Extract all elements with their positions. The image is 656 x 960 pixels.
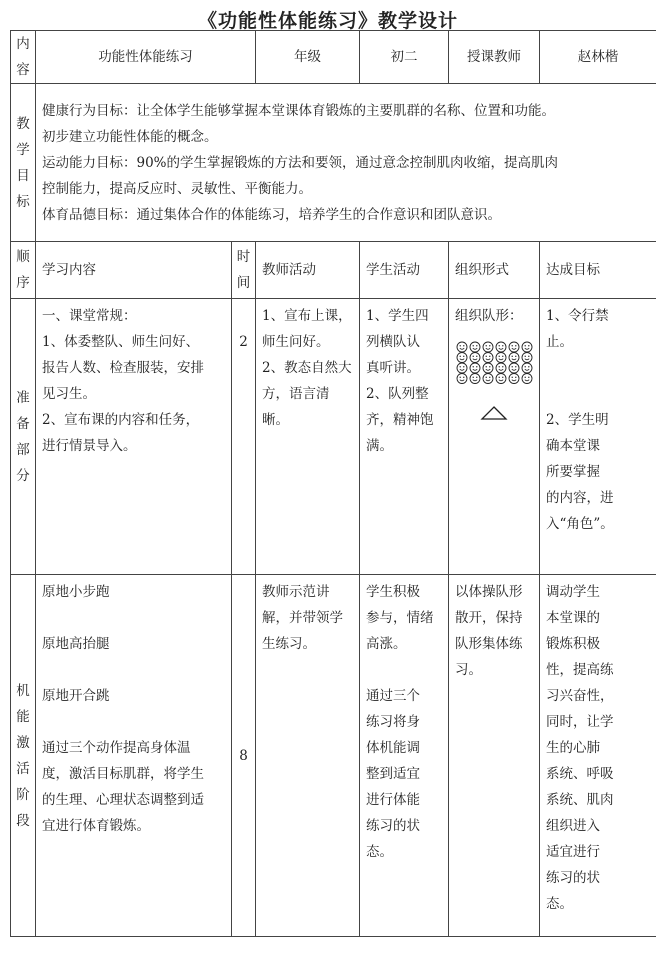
smiley-eye xyxy=(499,356,500,357)
smiley-face xyxy=(470,342,480,352)
target-cell: 1、令行禁 止。 2、学生明 确本堂课 所要掌握 的内容，进 入“角色”。 xyxy=(540,299,656,575)
target-cell: 调动学生 本堂课的 锻炼积极 性，提高练 习兴奋性， 同时，让学 生的心肺 系统、呼吸 系统、肌肉 组织进入 适宜进行 练习的状 态。 xyxy=(540,575,656,937)
smiley-mouth xyxy=(473,380,477,381)
smiley-eye xyxy=(489,366,490,367)
smiley-mouth xyxy=(512,369,516,370)
smiley-eye xyxy=(528,345,529,346)
smiley-mouth xyxy=(460,359,464,360)
smiley-eye xyxy=(486,377,487,378)
smiley-mouth xyxy=(525,348,529,349)
smiley-eye xyxy=(460,356,461,357)
smiley-face xyxy=(509,363,519,373)
teacher-label: 授课教师 xyxy=(449,31,540,84)
col-content: 学习内容 xyxy=(36,242,232,299)
smiley-eye xyxy=(512,377,513,378)
smiley-eye xyxy=(515,345,516,346)
smiley-face xyxy=(496,342,506,352)
smiley-mouth xyxy=(473,359,477,360)
smiley-eye xyxy=(489,345,490,346)
smiley-face xyxy=(509,342,519,352)
smiley-face xyxy=(496,353,506,363)
smiley-eye xyxy=(473,356,474,357)
smiley-eye xyxy=(499,377,500,378)
smiley-eye xyxy=(476,345,477,346)
smiley-eye xyxy=(525,345,526,346)
smiley-face xyxy=(509,374,519,384)
smiley-mouth xyxy=(512,348,516,349)
smiley-eye xyxy=(502,356,503,357)
smiley-eye xyxy=(502,345,503,346)
smiley-eye xyxy=(502,377,503,378)
col-student: 学生活动 xyxy=(360,242,449,299)
grade-value: 初二 xyxy=(360,31,449,84)
smiley-mouth xyxy=(499,359,503,360)
smiley-eye xyxy=(473,377,474,378)
smiley-face xyxy=(522,374,532,384)
smiley-eye xyxy=(486,356,487,357)
smiley-eye xyxy=(463,356,464,357)
lesson-plan-table xyxy=(10,30,656,937)
smiley-mouth xyxy=(499,348,503,349)
smiley-eye xyxy=(473,345,474,346)
smiley-eye xyxy=(502,366,503,367)
smiley-face xyxy=(522,342,532,352)
col-time: 时 间 xyxy=(232,242,256,299)
smiley-mouth xyxy=(473,348,477,349)
smiley-eye xyxy=(463,377,464,378)
smiley-mouth xyxy=(499,369,503,370)
smiley-mouth xyxy=(486,380,490,381)
smiley-eye xyxy=(476,377,477,378)
smiley-eye xyxy=(515,377,516,378)
smiley-face-icon xyxy=(455,341,535,385)
smiley-mouth xyxy=(512,359,516,360)
content-value: 功能性体能练习 xyxy=(36,31,256,84)
smiley-mouth xyxy=(473,369,477,370)
goal-line: 健康行为目标：让全体学生能够掌握本堂课体育锻炼的主要肌群的名称、位置和功能。 xyxy=(42,102,555,119)
org-label: 组织队形： xyxy=(455,308,523,324)
goal-line: 体育品德目标：通过集体合作的体能练习，培养学生的合作意识和团队意识。 xyxy=(42,206,501,223)
smiley-eye xyxy=(473,366,474,367)
smiley-eye xyxy=(512,356,513,357)
smiley-face xyxy=(457,363,467,373)
smiley-eye xyxy=(525,356,526,357)
goal-line: 初步建立功能性体能的概念。 xyxy=(42,128,218,145)
content-cell: 一、课堂常规： 1、体委整队、师生问好、 报告人数、检查服装，安排 见习生。 2、宣布课的内容和任务， 进行情景导入。 xyxy=(36,299,232,575)
smiley-eye xyxy=(476,356,477,357)
smiley-mouth xyxy=(460,380,464,381)
org-cell: 以体操队形 散开，保持 队形集体练 习。 xyxy=(449,575,540,937)
page-title: 《功能性体能练习》教学设计 xyxy=(197,10,458,32)
student-activity-cell: 学生积极 参与，情绪 高涨。 通过三个 练习将身 体机能调 整到适宜 进行体能 练习的状 态。 xyxy=(360,575,449,937)
smiley-eye xyxy=(528,366,529,367)
smiley-eye xyxy=(489,356,490,357)
teacher-activity-cell: 1、宣布上课， 师生问好。 2、教态自然大 方，语言清晰。 xyxy=(256,299,360,575)
smiley-mouth xyxy=(460,369,464,370)
smiley-face xyxy=(496,363,506,373)
grade-label: 年级 xyxy=(256,31,360,84)
table-row xyxy=(11,299,656,575)
col-target: 达成目标 xyxy=(540,242,656,299)
smiley-mouth xyxy=(512,380,516,381)
smiley-face xyxy=(457,342,467,352)
table-row xyxy=(11,575,656,937)
teacher-activity-cell: 教师示范讲 解，并带领学 生练习。 xyxy=(256,575,360,937)
smiley-eye xyxy=(499,366,500,367)
col-order: 顺 序 xyxy=(11,242,36,299)
triangle-icon xyxy=(455,404,533,430)
smiley-eye xyxy=(486,366,487,367)
smiley-face xyxy=(457,374,467,384)
smiley-eye xyxy=(463,366,464,367)
smiley-mouth xyxy=(499,380,503,381)
smiley-mouth xyxy=(525,359,529,360)
goals-row xyxy=(11,84,656,242)
smiley-eye xyxy=(525,366,526,367)
smiley-eye xyxy=(512,366,513,367)
smiley-face xyxy=(483,374,493,384)
smiley-mouth xyxy=(525,369,529,370)
smiley-eye xyxy=(460,345,461,346)
smiley-eye xyxy=(463,345,464,346)
smiley-eye xyxy=(528,377,529,378)
formation-diagram xyxy=(455,341,533,394)
smiley-face xyxy=(522,363,532,373)
col-teacher: 教师活动 xyxy=(256,242,360,299)
col-org: 组织形式 xyxy=(449,242,540,299)
smiley-face xyxy=(522,353,532,363)
smiley-face xyxy=(483,342,493,352)
smiley-face xyxy=(470,353,480,363)
smiley-eye xyxy=(476,366,477,367)
smiley-eye xyxy=(460,366,461,367)
smiley-eye xyxy=(525,377,526,378)
org-cell xyxy=(449,299,540,575)
smiley-face xyxy=(509,353,519,363)
smiley-face xyxy=(483,363,493,373)
smiley-face xyxy=(496,374,506,384)
goal-line: 控制能力，提高反应时、灵敏性、平衡能力。 xyxy=(42,180,312,197)
student-activity-cell: 1、学生四 列横队认 真听讲。 2、队列整 齐，精神饱 满。 xyxy=(360,299,449,575)
smiley-mouth xyxy=(486,348,490,349)
teacher-value: 赵林楷 xyxy=(540,31,656,84)
content-label: 内 容 xyxy=(11,31,36,84)
smiley-eye xyxy=(515,356,516,357)
smiley-eye xyxy=(460,377,461,378)
smiley-eye xyxy=(512,345,513,346)
column-header-row xyxy=(11,242,656,299)
smiley-eye xyxy=(515,366,516,367)
info-row xyxy=(11,31,656,84)
goals-label: 教 学 目 标 xyxy=(11,84,36,242)
time-cell: 2 xyxy=(232,299,256,575)
time-cell: 8 xyxy=(232,575,256,937)
smiley-eye xyxy=(486,345,487,346)
goal-line: 运动能力目标：90%的学生掌握锻炼的方法和要领，通过意念控制肌肉收缩，提高肌肉 xyxy=(42,154,559,171)
smiley-mouth xyxy=(486,359,490,360)
stage-label: 机 能 激 活 阶 段 xyxy=(11,575,36,937)
smiley-face xyxy=(457,353,467,363)
smiley-face xyxy=(470,363,480,373)
smiley-mouth xyxy=(525,380,529,381)
smiley-mouth xyxy=(460,348,464,349)
smiley-face xyxy=(483,353,493,363)
stage-label: 准 备 部 分 xyxy=(11,299,36,575)
content-cell: 原地小步跑 原地高抬腿 原地开合跳 通过三个动作提高身体温 度，激活目标肌群，将学生 的生理、心理状态调整到适 宜进行体育锻炼。 xyxy=(36,575,232,937)
smiley-eye xyxy=(489,377,490,378)
smiley-eye xyxy=(499,345,500,346)
goals-text xyxy=(36,84,656,242)
smiley-mouth xyxy=(486,369,490,370)
smiley-face xyxy=(470,374,480,384)
smiley-eye xyxy=(528,356,529,357)
